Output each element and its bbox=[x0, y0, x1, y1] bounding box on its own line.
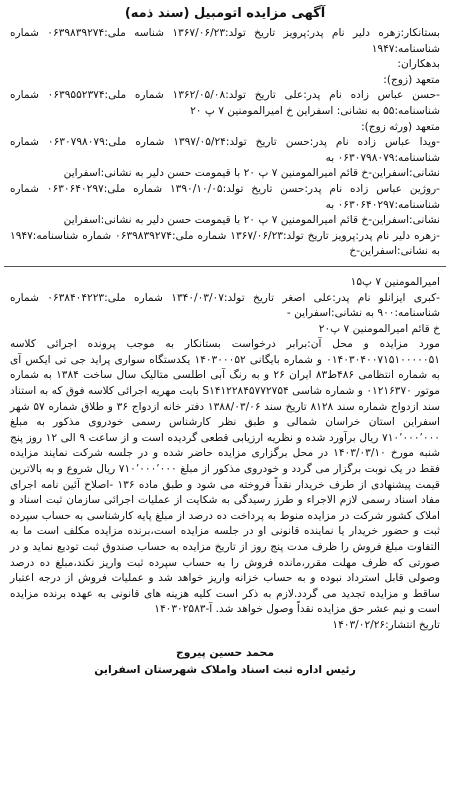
heir-4-line: -کبری ایزانلو نام پدر:علی اصغر تاریخ تولد:۱۳۴۰/۰۳/۰۷ شماره ملی:۰۶۳۸۴۰۴۲۲۳ شماره شناسنامه:۹۰۰ به نشانی:اسفراین - bbox=[10, 291, 440, 320]
obligor-spouse-heading: متعهد (زوج): bbox=[383, 73, 440, 86]
notice-title: آگهی مزایده اتومبیل (سند ذمه) bbox=[124, 6, 326, 21]
heir-2-address-line: نشانی:اسفراین-خ قائم امیرالمومنین ۷ پ ۲۰ با قیمومت حسن دلیر به نشانی:اسفراین bbox=[63, 214, 440, 227]
auction-details-section bbox=[10, 275, 440, 634]
debtors-heading: بدهکاران: bbox=[397, 58, 440, 71]
publication-date: تاریخ انتشار:۱۴۰۳/۰۲/۲۶ bbox=[332, 618, 440, 631]
auction-subject-paragraph: مورد مزایده و محل آن:برابر درخواست بستانکار به موجب پرونده اجرائی کلاسه ۰۱۴۰۳۰۴۰۰۷۱۵۱۰۰۰۰۰۵۱ و شماره بایگانی ۱۴۰۳۰۰۰۵۲ یکدستگاه سواری پراید جی تی ایکس آی به شماره انتظامی ۴۸۶ط۸۳ ایران ۲۶ و به رنگ آبی اطلسی متالیک سال ساخت ۱۳۸۴ به شماره موتور ۰۱۲۱۶۳۷۰ و شماره شاسی S۱۴۱۲۲۸۴۵۷۷۲۷۵۴ بابت مهریه اجرائی کلاسه فوق که به استناد سند ازدواج شماره سند ۸۱۲۸ تاریخ سند ۱۳۸۸/۰۳/۰۶ دفتر خانه ازدواج ۳۶ و طلاق شماره ۵۷ شهر اسفراین استان خراسان شمالی و طبق نظر کارشناس رسمی خودروی مذکور به مبلغ ۷۱۰٬۰۰۰٬۰۰۰ ریال برآورد شده و نظریه ارزیابی قطعی گردیده است و از ساعت ۹ الی ۱۲ روز پنج شنبه مورخ ۱۴۰۳/۰۳/۱۰ در محل برگزاری مزایده حاضر شده و در جلسه شرکت نمایند مزایده فقط در یک نوبت برگزار می گردد و خودروی مذکور از مبلغ ۷۱۰٬۰۰۰٬۰۰۰ ریال شروع و به بالاترین قیمت پیشنهادی از طرف خریدار نقداً فروخته می شود و طبق ماده ۱۳۶ -اصلاح آئین نامه اجرای مفاد اسناد رسمی لازم الاجراء و طرز رسیدگی به شکایت از عملیات اجرائی سازمان ثبت اسناد و املاک کشور شرکت در مزایده منوط به پرداخت ده درصد از مبلغ پایه کارشناسی به حساب سپرده ثبت و حضور خریدار یا نماینده قانونی او در جلسه مزایده است،برنده مزایده مکلف است ما به التفاوت مبلغ فروش را ظرف مدت پنج روز از تاریخ مزایده به حساب صندوق ثبت تودیع نماید و در صورتی که ظرف مهلت مقرر،مانده فروش را به حساب سپرده ثبت واریز نکند،مبلغ ده درصد وصولی قابل استرداد نبوده و به حساب خزانه واریز خواهد شد و عملیات فروش از درجه اعتبار ساقط و مزایده تجدید می گردد.لازم به ذکر است کلیه هزینه های قانونی به عهده برنده مزایده است و نیم عشر حق مزایده نقداً وصول خواهد شد. آ-۱۴۰۳۰۲۵۸۳ bbox=[10, 338, 441, 616]
address-continuation: امیرالمومنین ۷ پ۱۵ bbox=[350, 275, 440, 288]
heir-4-address-line: خ قائم امیرالمومنین ۷ پ۲۰ bbox=[318, 322, 440, 335]
creditor-line: بستانکار:زهره دلیر نام پدر:پرویز تاریخ تولد:۱۳۶۷/۰۶/۲۳ شناسه ملی:۰۶۳۹۸۳۹۲۷۴ شماره شناسنامه:۱۹۴۷ bbox=[10, 27, 440, 55]
obligor-spouse-line: -حسن عباس زاده نام پدر:علی تاریخ تولد:۱۳۶۲/۰۵/۰۸ شماره ملی:۰۶۳۹۵۵۲۳۷۴ شماره شناسنامه:۵۵ به نشانی: اسفراین خ امیرالمومنین ۷ پ ۲۰ bbox=[10, 89, 440, 117]
heir-2-line: -روژین عباس زاده نام پدر:حسن تاریخ تولد:۱۳۹۰/۱۰/۰۵ شماره ملی:۰۶۳۰۶۴۰۲۹۷ شماره شناسنامه:۰۶۳۰۶۴۰۲۹۷ به bbox=[10, 182, 441, 211]
heir-3-line: -زهره دلیر نام پدر:پرویز تاریخ تولد:۱۳۶۷/۰۶/۲۳ شماره ملی:۰۶۳۹۸۳۹۲۷۴ شماره شناسنامه:۱۹۴۷ به نشانی:اسفراین-خ bbox=[10, 229, 440, 258]
column-divider bbox=[4, 266, 446, 267]
obligor-heirs-heading: متعهد (ورثه زوج): bbox=[361, 120, 440, 133]
signatory-name: محمد حسین پیروج bbox=[175, 645, 275, 659]
parties-section bbox=[10, 26, 440, 260]
signatory-title: رئیس اداره ثبت اسناد واملاک شهرستان اسفراین bbox=[94, 662, 356, 676]
signature-block bbox=[10, 644, 440, 678]
heir-1-address-line: نشانی:اسفراین-خ قائم امیرالمومنین ۷ پ ۲۰ با قیمومت حسن دلیر به نشانی:اسفراین bbox=[63, 167, 440, 180]
heir-1-line: -ویدا عباس زاده نام پدر:حسن تاریخ تولد:۱۳۹۷/۰۵/۲۴ شماره ملی:۰۶۳۰۷۹۸۰۷۹ شماره شناسنامه:۰۶۳۰۷۹۸۰۷۹ به bbox=[10, 136, 440, 164]
